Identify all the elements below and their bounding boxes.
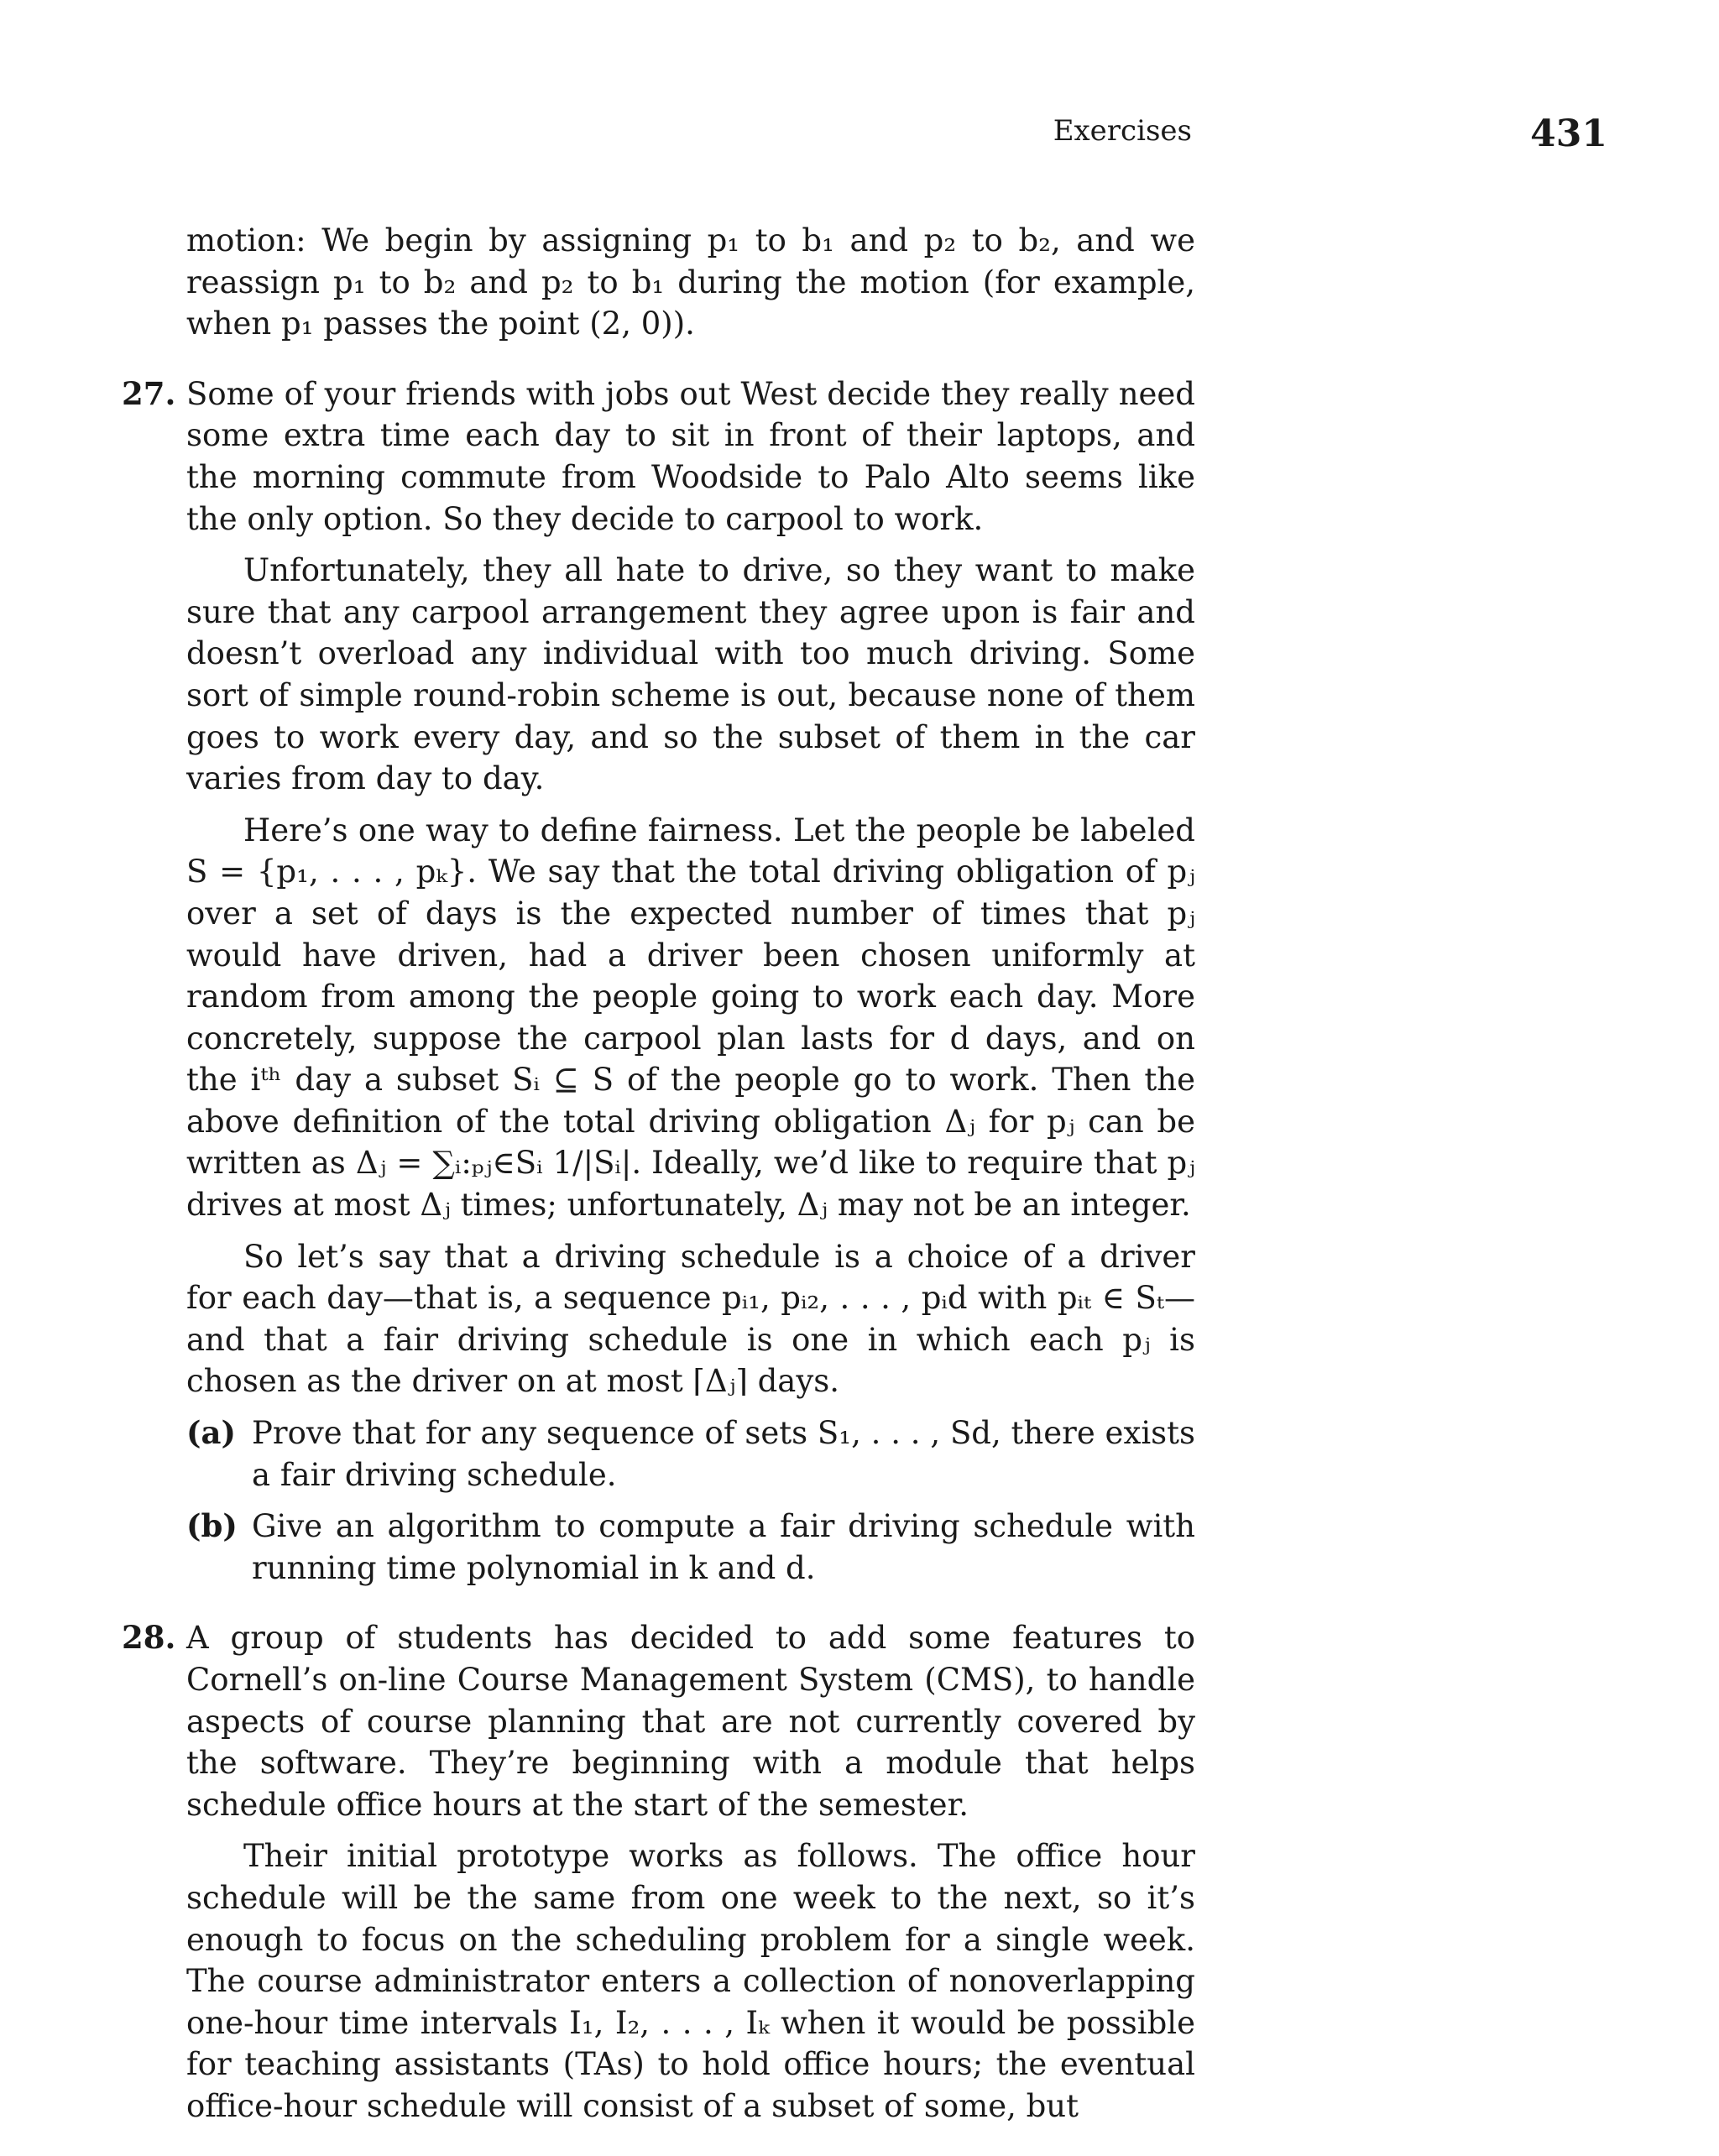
exercise-paragraph: Unfortunately, they all hate to drive, so they want to make sure that any carpool arrangement they agree upon is fair and doesn’t overload any individual with too much driving. Some sort of simple round-robin scheme is out, because none of them goes to work every day, and so the subset of them in the car varies from day to day. (186, 552, 1195, 797)
exercise-number: 27. (122, 374, 176, 412)
subpart-label: (b) (186, 1507, 238, 1545)
exercise-28 (122, 1617, 1195, 2127)
exercise-paragraph: Some of your friends with jobs out West decide they really need some extra time each day to sit in front of their laptops, and the morning commute from Woodside to Palo Alto seems like the only option. So they decide to carpool to work. (186, 375, 1195, 537)
subpart-text: Prove that for any sequence of sets S₁, . . . , Sd, there exists a fair driving schedule. (252, 1415, 1195, 1493)
subpart-label: (a) (186, 1414, 236, 1452)
body-text (122, 220, 1195, 2156)
exercise-number: 28. (122, 1619, 176, 1657)
subpart-text: Give an algorithm to compute a fair driving schedule with running time polynomial in k and d. (252, 1508, 1195, 1586)
page-number: 431 (1530, 112, 1607, 155)
continuation-paragraph: motion: We begin by assigning p₁ to b₁ and p₂ to b₂, and we reassign p₁ to b₂ and p₂ to b₁ during the motion (for example, when p₁ passes the point (2, 0)). (186, 222, 1195, 342)
subpart-a (186, 1412, 1195, 1496)
exercise-27 (122, 373, 1195, 1590)
exercise-paragraph: A group of students has decided to add some features to Cornell’s on-line Course Management System (CMS), to handle aspects of course planning that are not currently covered by the software. They’re beginning with a module that helps schedule office hours at the start of the semester. (186, 1620, 1195, 1823)
running-head: Exercises (1053, 114, 1192, 148)
subpart-b (186, 1506, 1195, 1589)
exercise-paragraph: So let’s say that a driving schedule is a choice of a driver for each day—that is, a sequence pᵢ₁, pᵢ₂, . . . , pᵢd with pᵢₜ ∈ Sₜ—and that a fair driving schedule is one in which each pⱼ is chosen as the driver on at most ⌈Δⱼ⌉ days. (186, 1238, 1195, 1400)
exercise-paragraph: Their initial prototype works as follows. The office hour schedule will be the same from one week to the next, so it’s enough to focus on the scheduling problem for a single week. The course administrator enters a collection of nonoverlapping one-hour time intervals I₁, I₂, . . . , Iₖ when it would be possible for teaching assistants (TAs) to hold office hours; the eventual office-hour schedule will consist of a subset of some, but (186, 1838, 1195, 2124)
exercise-paragraph: Here’s one way to define fairness. Let the people be labeled S = {p₁, . . . , pₖ}. We say that the total driving obligation of pⱼ over a set of days is the expected number of times that pⱼ would have driven, had a driver been chosen uniformly at random from among the people going to work each day. More concretely, suppose the carpool plan lasts for d days, and on the iᵗʰ day a subset Sᵢ ⊆ S of the people go to work. Then the above definition of the total driving obligation Δⱼ for pⱼ can be written as Δⱼ = ∑ᵢ:ₚⱼ∈Sᵢ 1/|Sᵢ|. Ideally, we’d like to require that pⱼ drives at most Δⱼ times; unfortunately, Δⱼ may not be an integer. (186, 812, 1195, 1224)
